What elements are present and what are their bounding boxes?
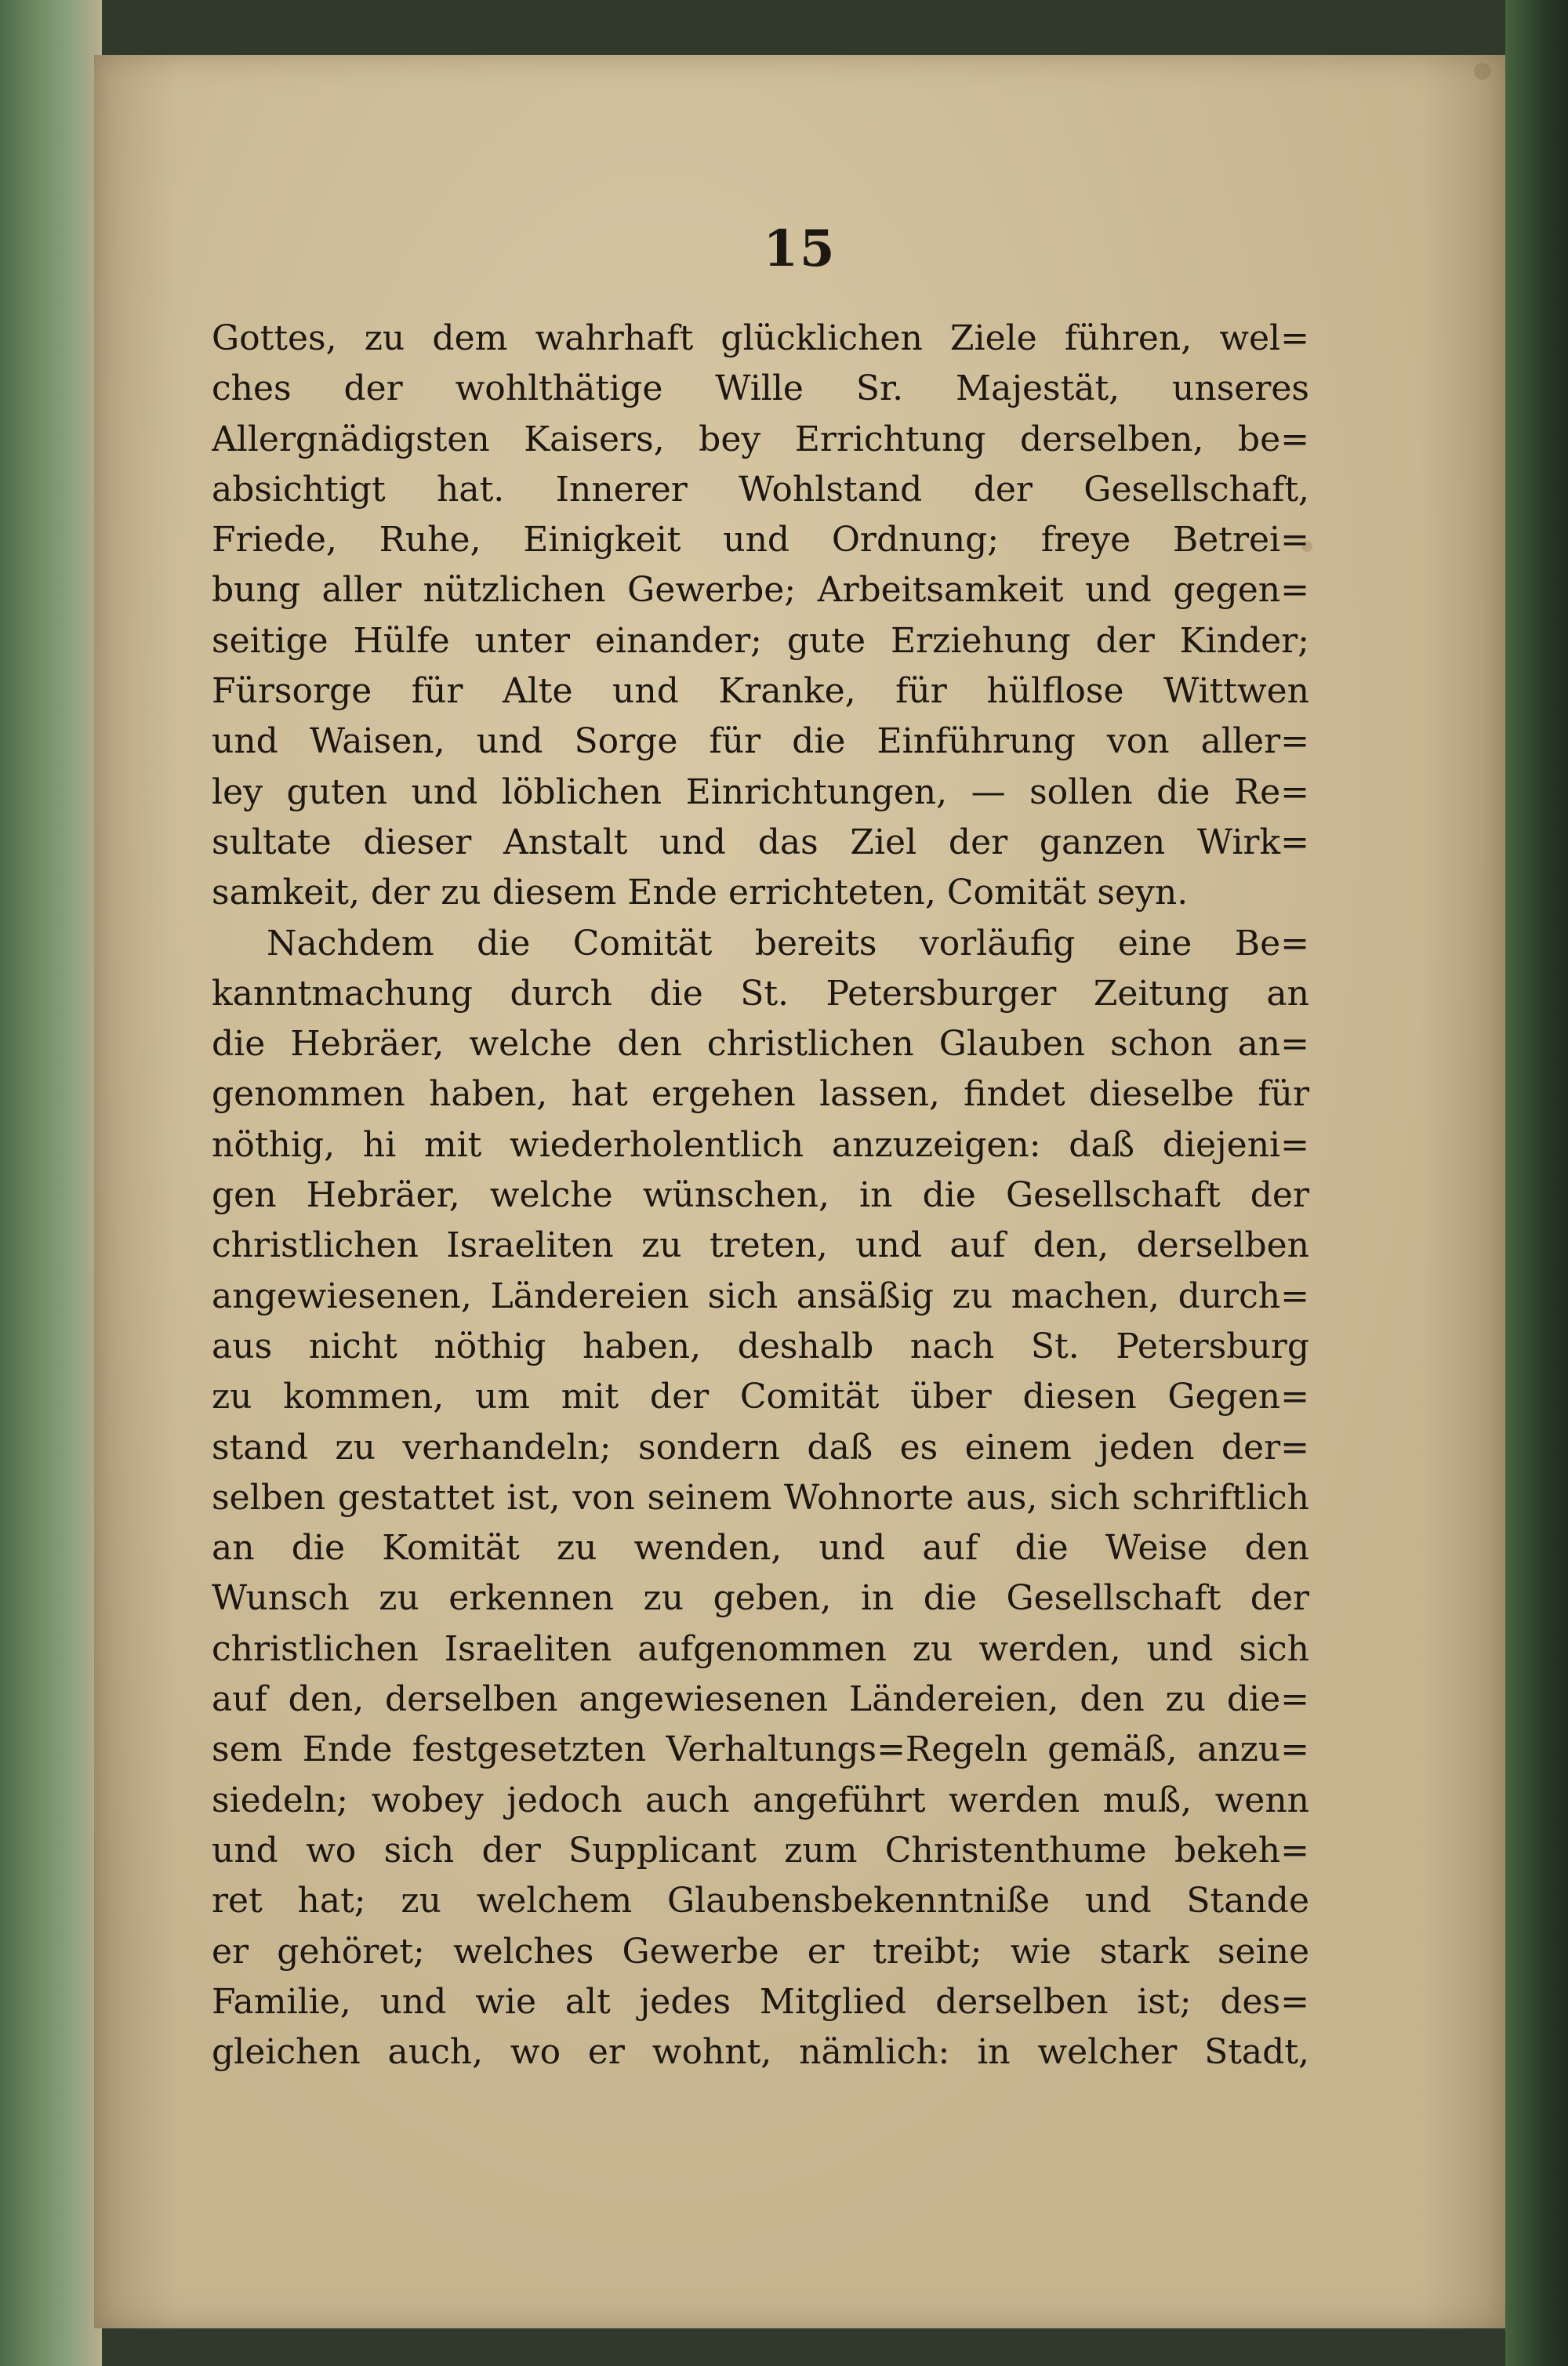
text-line: kanntmachung durch die St. Petersburger Zeitung an <box>212 973 1309 1014</box>
text-line: christlichen Israeliten zu treten, und auf den, derselben <box>212 1225 1309 1266</box>
text-line: aus nicht nöthig haben, deshalb nach St. Petersburg <box>212 1326 1309 1366</box>
text-line: angewiesenen, Ländereien sich ansäßig zu machen, durch= <box>212 1276 1309 1316</box>
text-line: zu kommen, um mit der Comität über diesen Gegen= <box>212 1377 1309 1417</box>
paper-stain <box>1474 63 1491 80</box>
text-line: ches der wohlthätige Wille Sr. Majestät, unseres <box>212 368 1309 409</box>
text-line: samkeit, der zu diesem Ende errichteten, Comität seyn. <box>212 873 1189 913</box>
text-line: und wo sich der Supplicant zum Christenthume bekeh= <box>212 1830 1309 1871</box>
text-line: genommen haben, hat ergehen lassen, findet dieselbe für <box>212 1074 1309 1115</box>
text-line: Fürsorge für Alte und Kranke, für hülflose Wittwen <box>212 671 1309 712</box>
back-cover-edge <box>1505 0 1568 2366</box>
text-line: er gehöret; welches Gewerbe er treibt; wie stark seine <box>212 1931 1309 1972</box>
text-line: und Waisen, und Sorge für die Einführung von aller= <box>212 721 1309 762</box>
text-line: seitige Hülfe unter einander; gute Erziehung der Kinder; <box>212 620 1309 661</box>
text-line: ret hat; zu welchem Glaubensbekenntniße und Stande <box>212 1881 1309 1921</box>
text-line: Wunsch zu erkennen zu geben, in die Gesellschaft der <box>212 1578 1309 1619</box>
text-line: Familie, und wie alt jedes Mitglied derselben ist; des= <box>212 1981 1309 2022</box>
text-line: Friede, Ruhe, Einigkeit und Ordnung; freye Betrei= <box>212 520 1309 561</box>
text-line: Nachdem die Comität bereits vorläufig eine Be= <box>267 923 1309 963</box>
page-number: 15 <box>763 220 837 278</box>
text-line: absichtigt hat. Innerer Wohlstand der Gesellschaft, <box>212 469 1309 510</box>
text-line: Allergnädigsten Kaisers, bey Errichtung derselben, be= <box>212 419 1309 459</box>
book-page <box>94 55 1505 2328</box>
text-line: selben gestattet ist, von seinem Wohnorte aus, sich schriftlich <box>212 1477 1309 1518</box>
text-line: nöthig, hi mit wiederholentlich anzuzeigen: daß diejeni= <box>212 1124 1309 1165</box>
text-line: Gottes, zu dem wahrhaft glücklichen Ziele führen, wel= <box>212 318 1309 358</box>
body-text <box>212 314 1309 2078</box>
text-line: sultate dieser Anstalt und das Ziel der ganzen Wirk= <box>212 822 1309 862</box>
text-line: sem Ende festgesetzten Verhaltungs=Regeln gemäß, anzu= <box>212 1729 1309 1770</box>
text-line: gleichen auch, wo er wohnt, nämlich: in welcher Stadt, <box>212 2032 1309 2073</box>
text-line: an die Komität zu wenden, und auf die Weise den <box>212 1528 1309 1569</box>
text-line: ley guten und löblichen Einrichtungen, — sollen die Re= <box>212 771 1309 812</box>
text-line: auf den, derselben angewiesenen Ländereien, den zu die= <box>212 1679 1309 1720</box>
text-line: gen Hebräer, welche wünschen, in die Gesellschaft der <box>212 1175 1309 1216</box>
text-line: christlichen Israeliten aufgenommen zu werden, und sich <box>212 1628 1309 1669</box>
text-line: stand zu verhandeln; sondern daß es einem jeden der= <box>212 1427 1309 1468</box>
book-binding <box>0 0 102 2366</box>
text-line: bung aller nützlichen Gewerbe; Arbeitsamkeit und gegen= <box>212 570 1309 611</box>
text-line: siedeln; wobey jedoch auch angeführt werden muß, wenn <box>212 1780 1309 1820</box>
text-line: die Hebräer, welche den christlichen Glauben schon an= <box>212 1024 1309 1065</box>
